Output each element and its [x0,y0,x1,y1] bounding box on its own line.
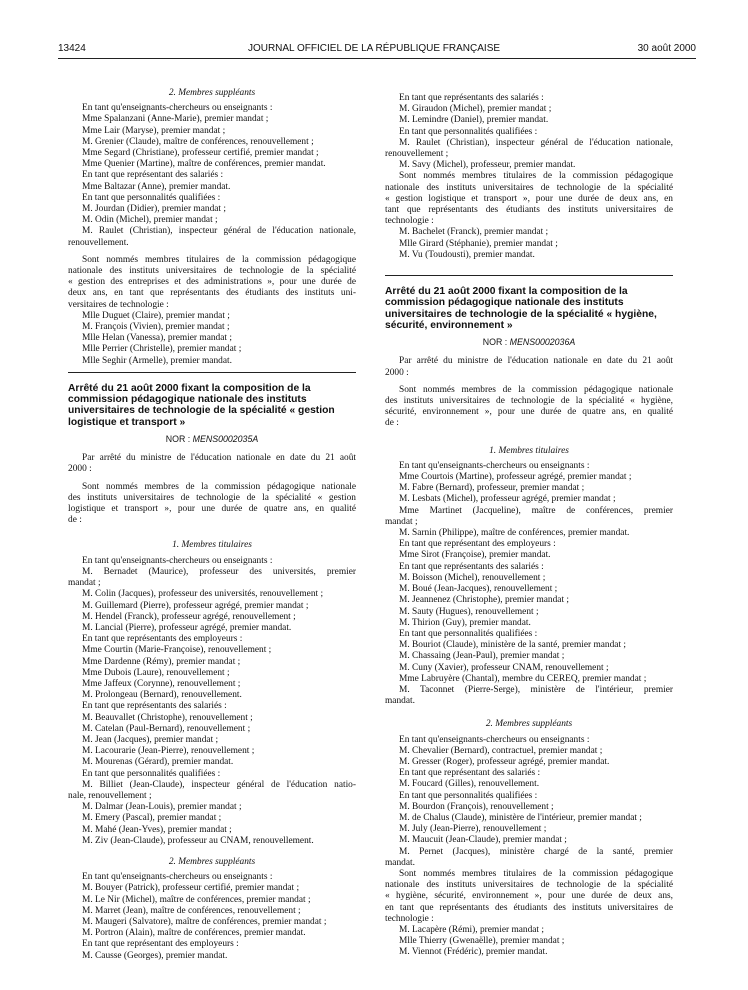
text-line: Sont nommés membres de la commission pédagogique nationale [399,384,673,395]
text-line: logistique et transport », pour une durée de quatre ans, en qualité [68,504,356,515]
nor-code: MENS0002036A [509,337,576,348]
text-line: M. Lemindre (Daniel), premier mandat. [399,115,549,126]
text-line: M. Lacapère (Rémi), premier mandat ; [399,924,544,935]
text-line: des instituts universitaires de technologie de la spécialité « hygiène, [385,396,673,407]
nor-label: NOR : [165,434,193,445]
text-line: versitaires de technologie : [68,299,169,310]
text-line: M. Grenier (Claude), maître de conférences, renouvellement ; [82,136,314,147]
text-line: 2000 : [385,367,409,378]
text-line: M. Lesbats (Michel), professeur agrégé, premier mandat ; [399,494,616,505]
text-line: Sont nommés membres de la commission pédagogique nationale [82,481,356,492]
text-line: M. Billiet (Jean-Claude), inspecteur général de l'éducation natio- [82,779,356,790]
text-line: M. Giraudon (Michel), premier mandat ; [399,104,552,115]
section-heading-suppleants: 2. Membres suppléants [168,856,256,867]
text-line: M. Maucuit (Jean-Claude), premier mandat ; [399,835,567,846]
text-line: M. Dalmar (Jean-Louis), premier mandat ; [82,802,242,813]
text-line: En tant que représentants des salariés : [399,93,544,103]
text-line: M. Ziv (Jean-Claude), professeur au CNAM, renouvellement. [82,835,314,846]
member-list [385,93,673,171]
text-line: En tant qu'enseignants-chercheurs ou enseignants : [399,734,590,745]
text-line: M. Pernet (Jacques), ministère chargé de la santé, premier [399,846,673,857]
intro-paragraph [385,356,673,378]
text-line: M. Guillemard (Pierre), professeur agrégé, premier mandat ; [82,600,309,611]
section-heading: 2. Membres suppléants [168,88,256,98]
text-line: Mme Martinet (Jacqueline), maître de conférences, premier [399,505,673,516]
text-line: 2000 : [68,464,92,475]
text-line: Mme Dubois (Laure), renouvellement ; [82,667,230,678]
text-line: Mlle Perrier (Christelle), premier mandat ; [82,344,242,355]
text-line: M. Vu (Toudousti), premier mandat. [399,249,535,260]
text-line: deux ans, en tant que représentants des étudiants des instituts uni- [68,288,356,299]
text-line: M. Emery (Pascal), premier mandat ; [82,813,222,824]
text-line: M. Mourenas (Gérard), premier mandat. [82,757,234,768]
text-line: M. Gresser (Roger), professeur agrégé, premier mandat. [399,756,610,767]
text-line: En tant qu'enseignants-chercheurs ou enseignants : [82,103,273,114]
text-line: Mme Dardenne (Rémy), premier mandat ; [82,656,241,667]
text-line: M. Boué (Jean-Jacques), renouvellement ; [399,584,558,595]
text-line: M. Catelan (Paul-Bernard), renouvellement ; [82,723,251,734]
text-line: Sont nommés membres titulaires de la commission pédagogique [399,868,673,879]
final-paragraph [385,869,673,925]
text-line: M. Bouyer (Patrick), professeur certifié, premier mandat ; [82,883,300,894]
text-line: M. Chevalier (Bernard), contractuel, premier mandat ; [399,745,603,756]
text-line: En tant que représentant des salariés : [82,170,224,181]
text-line: Mlle Thierry (Gwenaëlle), premier mandat ; [399,936,565,947]
nor-code: MENS0002035A [192,434,259,445]
text-line: En tant que représentant des employeurs : [82,939,239,950]
nor-reference [68,434,356,445]
text-line: M. Beauvallet (Christophe), renouvellement ; [82,712,253,723]
text-line: En tant que personnalités qualifiées : [399,628,538,639]
text-line: M. Jourdan (Didier), premier mandat ; [82,204,226,215]
text-line: en tant que représentants des étudiants des instituts universitaires de [385,902,673,913]
text-line: Mme Jaffeux (Corynne), renouvellement ; [82,678,241,689]
text-line: M. Lacourarie (Jean-Pierre), renouvellement ; [82,746,255,757]
text-line: M. Hendel (Franck), professeur agrégé, renouvellement ; [82,611,296,622]
text-line: M. Foucard (Gilles), renouvellement. [399,779,540,790]
text-line: En tant que personnalités qualifiées : [82,768,221,779]
text-line: nale, renouvellement ; [68,790,152,801]
text-line: M. Chassaing (Jean-Paul), premier mandat ; [399,651,565,662]
text-line: M. Bourdon (François), renouvellement ; [399,801,554,812]
text-line: M. Savy (Michel), professeur, premier mandat. [399,160,576,171]
text-line: M. de Chalus (Claude), ministère de l'intérieur, premier mandat ; [399,812,642,823]
text-line: Mlle Duguet (Claire), premier mandat ; [82,310,230,321]
text-line: de : [385,418,399,429]
text-line: de : [68,515,82,526]
text-line: En tant qu'enseignants-chercheurs ou enseignants : [399,460,590,471]
text-line: M. Prolongeau (Bernard), renouvellement. [82,690,242,701]
intro-paragraph-2 [385,385,673,430]
text-line: M. Jean (Jacques), premier mandat ; [82,734,219,745]
text-line: M. Mahé (Jean-Yves), premier mandat ; [82,824,232,835]
text-line: M. Colin (Jacques), professeur des universités, renouvellement ; [82,589,324,600]
text-line: « gestion logistique et transport », pour une durée de deux ans, en [385,193,673,204]
text-line: renouvellement. [68,237,129,248]
text-line: M. Maugeri (Salvatore), maître de conférences, premier mandat ; [82,916,327,927]
journal-title: JOURNAL OFFICIEL DE LA RÉPUBLIQUE FRANÇAISE [247,43,501,54]
text-line: M. Le Nir (Michel), maître de conférences, premier mandat ; [82,894,311,905]
text-line: En tant que personnalités qualifiées : [82,192,221,203]
text-line: M. Lancial (Pierre), professeur agrégé, premier mandat. [82,622,292,633]
member-list [68,103,356,249]
text-line: « gestion des entreprises et des administrations », pour une durée de [68,277,356,288]
text-line: Mme Sirot (Françoise), premier mandat. [399,550,551,561]
separator-rule [385,275,673,276]
text-line: nationale des instituts universitaires de technologie de la spécialité [385,880,673,891]
nor-reference [385,337,673,348]
text-line: M. Bouriot (Claude), ministère de la santé, premier mandat ; [399,640,627,651]
text-line: Par arrêté du ministre de l'éducation nationale en date du 21 août [399,356,673,367]
text-line: des instituts universitaires de technologie de la spécialité « gestion [68,492,356,503]
text-line: Mlle Girard (Stéphanie), premier mandat ; [399,238,558,249]
text-line: Par arrêté du ministre de l'éducation nationale en date du 21 août [82,453,356,464]
text-line: En tant que représentants des salariés : [399,561,544,572]
text-line: En tant que représentants des salariés : [82,701,227,712]
page-number: 13424 [58,43,86,54]
text-line: M. Fabre (Bernard), professeur, premier mandat ; [399,483,585,494]
text-line: Sont nommés membres titulaires de la commission pédagogique [399,171,673,182]
text-line: technologie : [385,216,434,227]
text-line: Mme Lair (Maryse), premier mandat ; [82,125,226,136]
text-line: M. Jeannenez (Christophe), premier mandat ; [399,595,569,606]
text-line: M. Raulet (Christian), inspecteur général de l'éducation nationale, [82,226,356,237]
final-student-list [385,925,673,959]
right-column [385,93,673,959]
text-line: M. Cuny (Xavier), professeur CNAM, renouvellement ; [399,662,609,673]
text-line: En tant que représentant des salariés : [399,768,541,779]
nor-label: NOR : [482,337,510,348]
text-line: Mme Spalanzani (Anne-Marie), premier mandat ; [82,114,269,125]
text-line: sécurité, environnement », pour une durée de quatre ans, en qualité [385,407,673,418]
titulaires-list [385,461,673,707]
text-line: M. Bachelet (Franck), premier mandat ; [399,227,549,238]
arrete-title: Arrêté du 21 août 2000 fixant la composition de la commission pédagogique nationale des instituts universitaires de technologie de la spécialité « hygiène, sécurité, environnement » [385,286,657,331]
arrete-title: Arrêté du 21 août 2000 fixant la composition de la commission pédagogique nationale des instituts universitaires de technologie de la spécialité « gestion logistique et transport » [68,382,335,428]
titulaires-list [68,556,356,847]
suppleants-list [385,735,673,869]
text-line: En tant que personnalités qualifiées : [399,126,538,137]
text-line: mandat. [385,857,415,868]
separator-rule [68,372,356,373]
text-line: Mme Quenier (Martine), maître de conférences, premier mandat. [82,159,326,170]
appointment-paragraph [385,171,673,227]
text-line: Mme Courtin (Marie-Françoise), renouvellement ; [82,645,272,656]
text-line: M. Marret (Jean), maître de conférences, renouvellement ; [82,905,301,916]
section-heading-titulaires: 1. Membres titulaires [489,445,569,456]
intro-paragraph [68,453,356,475]
text-line: En tant qu'enseignants-chercheurs ou enseignants : [82,555,273,566]
section-heading-titulaires: 1. Membres titulaires [172,540,252,551]
text-line: Sont nommés membres titulaires de la commission pédagogique [82,254,356,265]
text-line: Mme Courtois (Martine), professeur agrégé, premier mandat ; [399,472,632,483]
text-line: M. François (Vivien), premier mandat ; [82,322,230,333]
text-line: Mme Segard (Christiane), professeur certifié, premier mandat ; [82,148,319,159]
text-line: Mlle Helan (Vanessa), premier mandat ; [82,333,232,344]
text-line: nationale des instituts universitaires de technologie de la spécialité [68,266,356,277]
text-line: mandat. [385,696,415,707]
text-line: Mlle Seghir (Armelle), premier mandat. [82,355,232,366]
intro-paragraph-2 [68,482,356,527]
text-line: nationale des instituts universitaires de technologie de la spécialité [385,182,673,193]
header-rule [58,58,696,59]
text-line: M. Raulet (Christian), inspecteur général de l'éducation nationale, [399,137,673,148]
left-column [68,88,356,962]
text-line: M. July (Jean-Pierre), renouvellement ; [399,824,547,835]
student-list [68,311,356,367]
text-line: M. Odin (Michel), premier mandat ; [82,215,218,226]
text-line: M. Sauty (Hugues), renouvellement ; [399,606,539,617]
text-line: En tant qu'enseignants-chercheurs ou enseignants : [82,872,273,883]
appointment-paragraph [68,255,356,311]
text-line: M. Causse (Georges), premier mandat. [82,950,228,961]
issue-date: 30 août 2000 [637,43,696,54]
text-line: M. Sarnin (Philippe), maître de conférences, premier mandat. [399,528,630,539]
text-line: M. Taconnet (Pierre-Serge), ministère de l'intérieur, premier [399,684,673,695]
text-line: M. Bernadet (Maurice), professeur des universités, premier [82,566,356,577]
text-line: M. Portron (Alain), maître de conférences, premier mandat. [82,928,306,939]
text-line: mandat ; [385,516,418,527]
text-line: En tant que personnalités qualifiées : [399,790,538,801]
text-line: Mme Baltazar (Anne), premier mandat. [82,181,231,192]
text-line: M. Viennot (Frédéric), premier mandat. [399,947,548,958]
text-line: M. Boisson (Michel), renouvellement ; [399,572,546,583]
text-line: M. Thirion (Guy), premier mandat. [399,617,531,628]
text-line: mandat ; [68,578,101,589]
text-line: renouvellement ; [385,149,449,160]
student-list [385,227,673,261]
text-line: En tant que représentants des employeurs : [82,634,243,645]
text-line: « hygiène, sécurité, environnement », pour une durée de deux ans, [385,891,673,902]
section-heading-suppleants: 2. Membres suppléants [485,719,573,730]
suppleants-list [68,872,356,962]
text-line: technologie : [385,913,434,924]
text-line: tant que représentants des étudiants des instituts universitaires de [385,205,673,216]
text-line: En tant que représentant des employeurs : [399,539,556,550]
text-line: Mme Labruyère (Chantal), membre du CEREQ, premier mandat ; [399,673,647,684]
